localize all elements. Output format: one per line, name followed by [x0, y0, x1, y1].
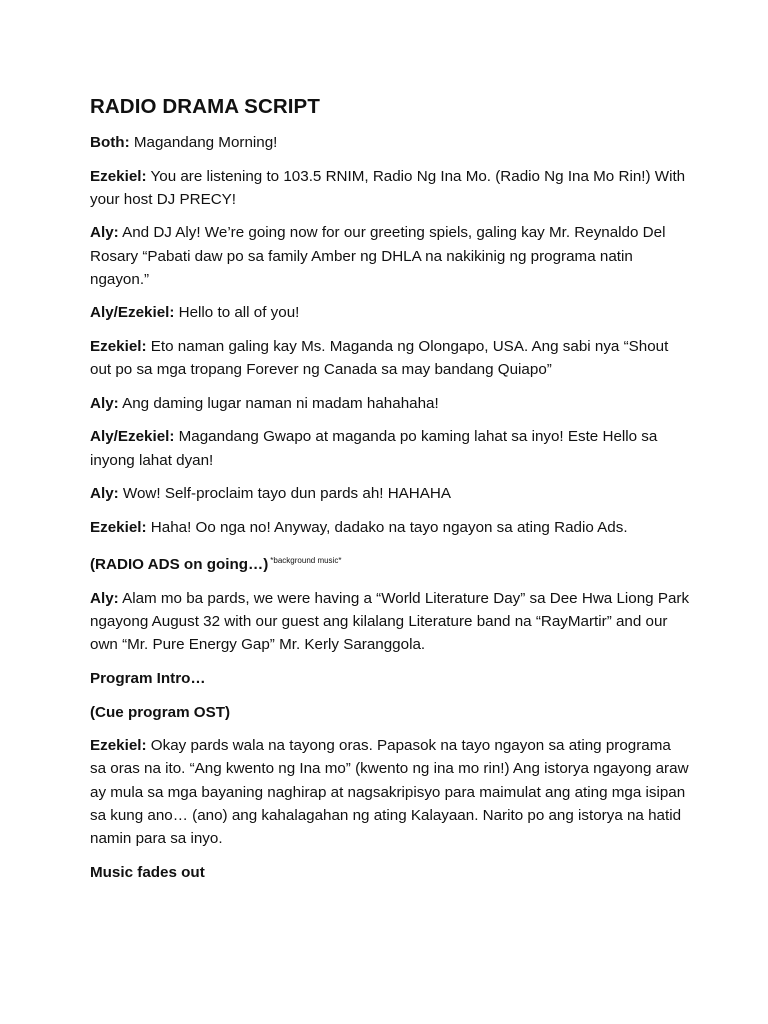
- speaker-label: Ezekiel:: [90, 337, 147, 355]
- line-text: Hello to all of you!: [174, 304, 300, 322]
- script-line: [90, 734, 690, 850]
- script-line: [90, 131, 690, 154]
- speaker-label: Ezekiel:: [90, 518, 147, 536]
- speaker-label: Aly/Ezekiel:: [90, 304, 175, 322]
- cue-program-intro: Program Intro…: [90, 669, 206, 687]
- speaker-label: Aly/Ezekiel:: [90, 428, 175, 446]
- script-line: [90, 335, 690, 381]
- cue-text: (RADIO ADS on going…): [90, 556, 269, 574]
- line-text: Okay pards wala na tayong oras. Papasok na tayo ngayon sa ating programa sa oras na ito. “Ang kwento ng Ina mo” (kwento ng ina mo rin!) Ang istorya ngayong araw ay mula sa mga bayaning naghirap at nagsakripisyo para maimulat ang ating mga isipan sa kung ano… (ano) ang kahalagahan ng ating Kalayaan. Narito po ang istorya na hatid namin para sa inyo.: [90, 737, 689, 847]
- speaker-label: Aly:: [90, 394, 119, 412]
- speaker-label: Aly:: [90, 485, 119, 503]
- speaker-label: Aly:: [90, 224, 119, 242]
- script-line: [90, 482, 690, 505]
- script-line: [90, 516, 690, 539]
- cue-music-fades: Music fades out: [90, 863, 205, 881]
- line-text: Magandang Morning!: [129, 134, 278, 151]
- speaker-label: Ezekiel:: [90, 737, 147, 755]
- page-title: RADIO DRAMA SCRIPT: [90, 95, 320, 118]
- speaker-label: Ezekiel:: [90, 167, 147, 185]
- document-content: [90, 94, 690, 894]
- line-text: And DJ Aly! We’re going now for our greeting spiels, galing kay Mr. Reynaldo Del Rosary “Pabati daw po sa family Amber ng DHLA na nakikinig ng programa natin ngayon.”: [90, 224, 666, 288]
- cue-radio-ads: [90, 549, 690, 576]
- line-text: Ang daming lugar naman ni madam hahahaha!: [118, 394, 439, 412]
- script-line: [90, 425, 690, 471]
- script-line: [90, 587, 690, 657]
- line-text: Magandang Gwapo at maganda po kaming lahat sa inyo! Este Hello sa inyong lahat dyan!: [90, 428, 658, 469]
- script-line: [90, 221, 690, 291]
- speaker-label: Both:: [90, 134, 130, 151]
- cue-note: *background music*: [270, 556, 342, 566]
- line-text: Haha! Oo nga no! Anyway, dadako na tayo ngayon sa ating Radio Ads.: [146, 518, 628, 536]
- cue-program-ost: (Cue program OST): [90, 703, 231, 721]
- line-text: Wow! Self-proclaim tayo dun pards ah! HAHAHA: [118, 485, 451, 503]
- script-line: [90, 301, 690, 324]
- script-line: [90, 392, 690, 415]
- line-text: Eto naman galing kay Ms. Maganda ng Olongapo, USA. Ang sabi nya “Shout out po sa mga tropang Forever ng Canada sa may bandang Quiapo”: [90, 337, 669, 379]
- line-text: Alam mo ba pards, we were having a “World Literature Day” sa Dee Hwa Liong Park ngayong August 32 with our guest ang kilalang Literature band na “RayMartir” and our own “Mr. Pure Energy Gap” Mr. Kerly Saranggola.: [90, 589, 690, 654]
- speaker-label: Aly:: [90, 589, 119, 607]
- script-line: [90, 165, 690, 211]
- line-text: You are listening to 103.5 RNIM, Radio Ng Ina Mo. (Radio Ng Ina Mo Rin!) With your host DJ PRECY!: [90, 167, 686, 208]
